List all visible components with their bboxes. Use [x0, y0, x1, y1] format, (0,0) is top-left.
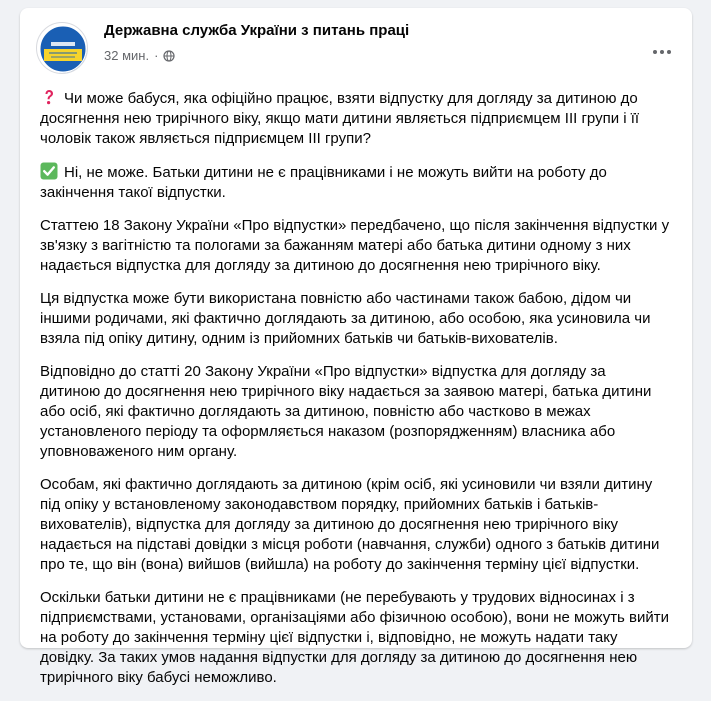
post-paragraph: Ця відпустка може бути використана повністю або частинами також бабою, дідом чи іншими родичами, які фактично доглядають за дитиною, або особою, яка усиновила чи взяла під опіку дитину, одним із прийомних батьків чи батьків-вихователів. — [40, 290, 651, 347]
page-avatar[interactable] — [36, 22, 88, 74]
post-paragraph: Особам, які фактично доглядають за дитиною (крім осіб, які усиновили чи взяли дитину під опіку у встановленому законодавством порядку, прийомних батьків і батьків-вихователів), відпустка для догляду за дитиною до досягнення нею трирічного віку надається на підставі довідки з місця роботи (навчання, служби) одного з батьків дитини про те, що він (вона) вийшов (вийшла) на роботу до закінчення терміну цієї відпустки. — [40, 476, 660, 573]
page-name[interactable]: Державна служба України з питань праці — [104, 22, 410, 39]
paragraph-text: Ні, не може. Батьки дитини не є працівниками і не можуть вийти на роботу до закінчення такої відпустки. — [40, 164, 607, 201]
paragraph-text: Чи може бабуся, яка офіційно працює, взяти відпустку для догляду за дитиною до досягнення нею трирічного віку, якщо мати дитини являється підприємцем ІІІ групи і її чоловік також являється підприємцем ІІІ групи? — [40, 90, 640, 147]
post-paragraph — [40, 162, 670, 203]
post-paragraph: Оскільки батьки дитини не є працівниками (не перебувають у трудових відносинах і з підприємствами, установами, організаціями або фізичною особою), вони не можуть вийти на роботу до закінчення терміну цієї відпустки і, відповідно, не можуть надати таку довідку. За таких умов надання відпустки для догляду за дитиною до досягнення нею трирічного віку бабусі неможливо. — [40, 589, 670, 686]
globe-icon[interactable] — [163, 50, 175, 62]
post-time[interactable]: 32 мин. — [104, 48, 150, 63]
green-check-icon — [40, 162, 58, 180]
post-paragraph — [40, 88, 670, 149]
post-paragraph: Статтею 18 Закону України «Про відпустки» передбачено, що після закінчення відпустки у зв'язку з вагітністю та пологами за бажанням матері або батька дитини одному з них надається відпустка для догляду за дитиною до досягнення нею трирічного віку. — [40, 217, 670, 274]
more-dots-icon — [652, 49, 672, 55]
post-card — [20, 8, 692, 686]
red-question-mark-icon — [40, 88, 58, 106]
post-paragraph: Відповідно до статті 20 Закону України «Про відпустки» відпустка для догляду за дитиною до досягнення нею трирічного віку надається за заявою матері, батька дитини або осіб, які фактично доглядають за дитиною, повністю або частково в межах установленого періоду та оформляється наказом (розпорядженням) власника або уповноваженого ним органу. — [40, 363, 652, 460]
post-meta — [104, 48, 175, 63]
gov-logo-icon — [37, 23, 88, 74]
meta-separator: · — [154, 48, 159, 63]
more-options-button[interactable] — [646, 36, 678, 68]
post-body — [40, 88, 670, 701]
